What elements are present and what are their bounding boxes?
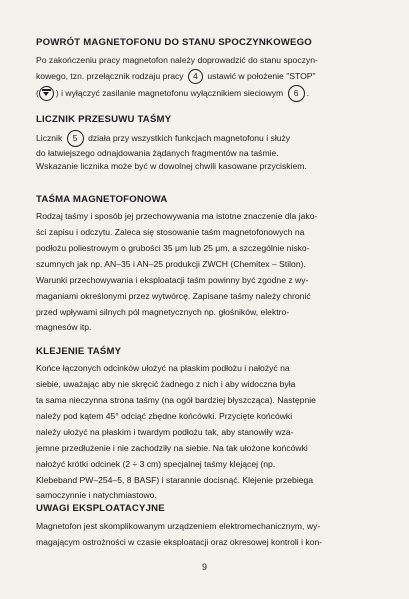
klejenie-line: należy pod kątem 45° odciąć zbędne końcówki. Przycięte końcówki	[36, 411, 293, 421]
stop-symbol-icon	[39, 86, 54, 101]
licznik-line-3: Wskazanie licznika może być w dowolnej chwili kasowane przyciskiem.	[36, 161, 307, 171]
heading-licznik: LICZNIK PRZESUWU TAŚMY	[36, 114, 172, 125]
control-6-marker: 6	[288, 85, 305, 102]
heading-tasma: TAŚMA MAGNETOFONOWA	[36, 194, 168, 205]
heading-uwagi: UWAGI EKSPLOATACYJNE	[36, 503, 165, 514]
licznik-line-2: do łatwiejszego odnajdowania żądanych fragmentów na taśmie.	[36, 148, 279, 158]
powrot-line-2b: ustawić w położenie "STOP"	[207, 70, 316, 81]
powrot-line-3c: .	[306, 87, 309, 98]
klejenie-line: siebie, uważając aby nie skręcić żadnego z nich i aby widoczna była	[36, 379, 296, 389]
klejenie-line: samoczynnie i natychmiastowo.	[36, 490, 157, 500]
licznik-line-1	[36, 130, 290, 147]
tasma-line: Warunki przechowywania i eksploatacji taśm powinny być zgodne z wy-	[36, 275, 309, 285]
heading-powrot: POWRÓT MAGNETOFONU DO STANU SPOCZYNKOWEGO	[36, 37, 312, 48]
tasma-line: podłożu poliestrowym o grubości 35 μm lub 25 μm, a szczególnie nisko-	[36, 243, 310, 253]
control-5-marker: 5	[67, 130, 84, 147]
klejenie-line: należy ułożyć na płaskim i twardym podłożu tak, aby stanowiły wza-	[36, 427, 294, 437]
open-paren: (	[36, 87, 39, 98]
powrot-line-2a: kowego, tzn. przełącznik rodzaju pracy	[36, 70, 184, 81]
klejenie-line: nałożyć krótki odcinek (2 ÷ 3 cm) specjalnej taśmy klejącej (np.	[36, 459, 276, 469]
heading-klejenie: KLEJENIE TAŚMY	[36, 346, 122, 357]
tasma-line: maganiami określonymi przez wytwórcę. Zapisane taśmy należy chronić	[36, 291, 311, 301]
klejenie-line: Klebeband PW–254–5, 8 BASF) i starannie docisnąć. Klejenie przebiega	[36, 475, 314, 485]
licznik-line-1a: Licznik	[36, 132, 63, 143]
licznik-line-1b: działa przy wszystkich funkcjach magnetofonu i służy	[88, 132, 291, 143]
control-4-marker: 4	[188, 69, 203, 84]
powrot-line-3	[36, 85, 309, 102]
tasma-line: magnesów itp.	[36, 322, 92, 332]
tasma-line: Rodzaj taśmy i sposób jej przechowywania ma istotne znaczenie dla jako-	[36, 211, 318, 221]
klejenie-line: Końce łączonych odcinków ułożyć na płaskim podłożu i nałożyć na	[36, 363, 290, 373]
powrot-line-2	[36, 69, 316, 84]
tasma-line: szumnych jak np. AN–35 i AN–25 produkcji ZWCH (Chemitex – Stilon).	[36, 259, 306, 269]
uwagi-line: Magnetofon jest skomplikowanym urządzeniem elektromechanicznym, wy-	[36, 521, 321, 531]
uwagi-line: magającym ostrożności w czasie eksploatacji oraz okresowej kontroli i kon-	[36, 537, 323, 547]
tasma-line: ści zapisu i odczytu. Zaleca się stosowanie taśm magnetofonowych na	[36, 227, 305, 237]
klejenie-line: ta sama nieczynna strona taśmy (na ogół bardziej błyszcząca). Następnie	[36, 395, 316, 405]
powrot-line-3b: ) i wyłączyć zasilanie magnetofonu wyłącznikiem sieciowym	[55, 87, 284, 98]
tasma-line: przed wpływami silnych pól magnetycznych np. głośników, elektro-	[36, 307, 290, 317]
powrot-line-1: Po zakończeniu pracy magnetofon należy doprowadzić do stanu spoczyn-	[36, 55, 318, 65]
page-number: 9	[201, 562, 207, 572]
klejenie-line: jemne przedłużenie i nie zachodziły na siebie. Na tak ułożone końcówki	[36, 443, 308, 453]
